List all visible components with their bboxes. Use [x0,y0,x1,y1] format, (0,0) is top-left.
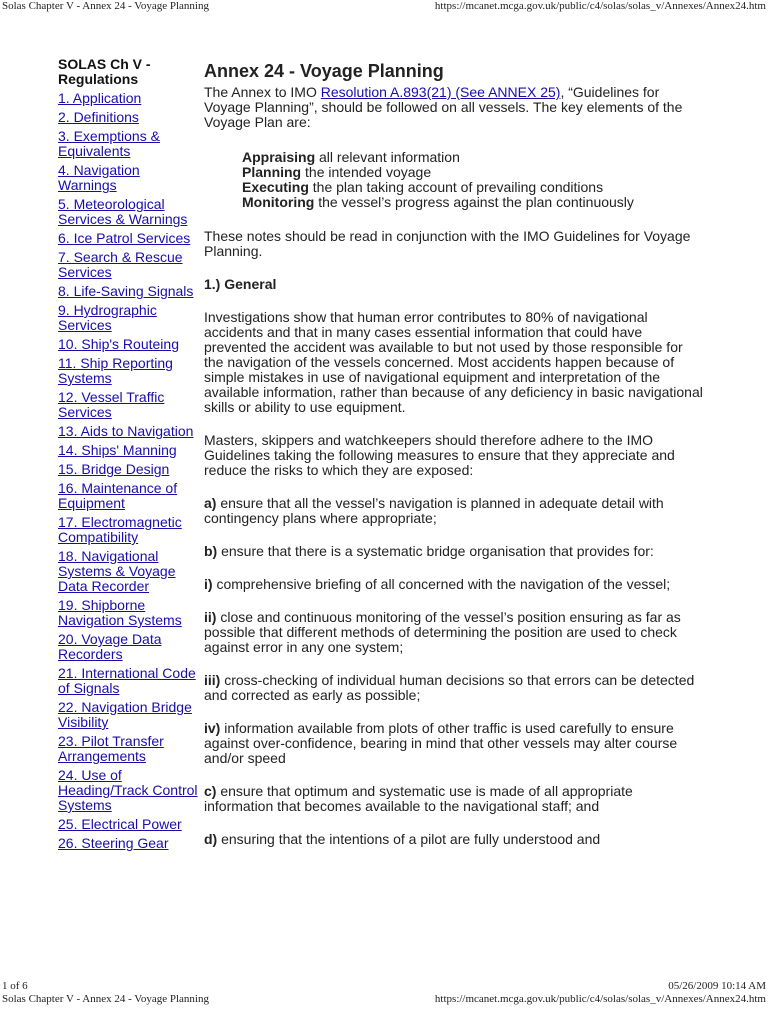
key-text: the intended voyage [301,164,432,180]
key-term: Monitoring [242,194,315,210]
key-text: all relevant information [315,149,460,165]
general-paragraph-1: Investigations show that human error contributes to 80% of navigational accidents and that in many cases essential information that could have prevented the accident was available to but not used by those responsible for the navigation of the vessels concerned. Most accidents happen because of simple mistakes in use of navigational equipment and interpretation of the available information, rather than because of any deficiency in basic navigational skills or ability to use equipment. [204,309,703,415]
sidebar-link-meteorological[interactable]: 5. Meteorological Services & Warnings [58,196,188,227]
notes-paragraph: These notes should be read in conjunction with the IMO Guidelines for Voyage Planning. [204,228,691,259]
print-header [0,0,768,14]
sidebar-link-hydrographic[interactable]: 9. Hydrographic Services [58,302,157,333]
sidebar-title: SOLAS Ch V - Regulations [58,56,151,87]
sidebar-link-vessel-traffic[interactable]: 12. Vessel Traffic Services [58,389,165,420]
sidebar-link-maintenance[interactable]: 16. Maintenance of Equipment [58,480,178,511]
key-text: the vessel’s progress against the plan continuously [314,194,634,210]
sidebar-link-application[interactable]: 1. Application [58,90,142,106]
header-url: https://mcanet.mcga.gov.uk/public/c4/solas/solas_v/Annexes/Annex24.htm [434,0,766,12]
general-paragraph-2: Masters, skippers and watchkeepers should therefore adhere to the IMO Guidelines taking the following measures to ensure that they appreciate and reduce the risks to which they are exposed: [204,432,675,478]
item-text: comprehensive briefing of all concerned with the navigation of the vessel; [212,576,671,592]
key-element-monitoring [242,195,704,210]
print-footer [0,980,768,1020]
list-item-b-iii [204,673,704,703]
intro-text-after: , “Guidelines for Voyage Planning”, should be followed on all vessels. The key elements of the Voyage Plan are: [204,84,683,130]
page-title: Annex 24 - Voyage Planning [204,61,444,81]
sidebar-link-pilot-transfer[interactable]: 23. Pilot Transfer Arrangements [58,733,164,764]
footer-title: Solas Chapter V - Annex 24 - Voyage Planning [2,993,209,1005]
header-title: Solas Chapter V - Annex 24 - Voyage Planning [2,0,209,12]
sidebar-link-electromagnetic[interactable]: 17. Electromagnetic Compatibility [58,514,182,545]
item-text: cross-checking of individual human decisions so that errors can be detected and corrected as early as possible; [204,672,695,703]
sidebar-link-search-rescue[interactable]: 7. Search & Rescue Services [58,249,183,280]
main-content [204,60,704,865]
list-item-a [204,496,704,526]
item-label: a) [204,495,217,511]
sidebar-link-code-of-signals[interactable]: 21. International Code of Signals [58,665,196,696]
footer-datetime: 05/26/2009 10:14 AM [668,980,766,992]
footer-page-number: 1 of 6 [2,980,28,992]
sidebar-link-life-saving-signals[interactable]: 8. Life-Saving Signals [58,283,194,299]
key-term: Executing [242,179,309,195]
list-item-b-iv [204,721,704,766]
item-label: iii) [204,672,221,688]
sidebar-link-ice-patrol[interactable]: 6. Ice Patrol Services [58,230,191,246]
footer-row-page [0,980,768,994]
item-label: ii) [204,609,217,625]
sidebar-nav [58,57,198,855]
sidebar-link-ships-routeing[interactable]: 10. Ship's Routeing [58,336,179,352]
sidebar-link-heading-track[interactable]: 24. Use of Heading/Track Control Systems [58,767,198,813]
list-item-d [204,832,704,847]
key-text: the plan taking account of prevailing conditions [308,179,604,195]
item-label: c) [204,783,217,799]
item-text: ensure that all the vessel’s navigation is planned in adequate detail with contingency plans where appropriate; [204,495,664,526]
item-text: ensuring that the intentions of a pilot are fully understood and [217,831,601,847]
item-label: d) [204,831,218,847]
key-element-planning [242,165,704,180]
sidebar-link-bridge-design[interactable]: 15. Bridge Design [58,461,170,477]
sidebar-link-shipborne-navigation[interactable]: 19. Shipborne Navigation Systems [58,597,182,628]
item-label: iv) [204,720,221,736]
sidebar-link-steering-gear[interactable]: 26. Steering Gear [58,835,169,851]
item-text: close and continuous monitoring of the vessel’s position ensuring as far as possible that different methods of determining the position are used to check against error in any one system; [204,609,681,655]
list-item-b [204,544,704,559]
sidebar-link-exemptions[interactable]: 3. Exemptions & Equivalents [58,128,160,159]
sidebar-link-electrical-power[interactable]: 25. Electrical Power [58,816,182,832]
sidebar-link-navigation-warnings[interactable]: 4. Navigation Warnings [58,162,140,193]
item-label: i) [204,576,213,592]
key-term: Planning [242,164,302,180]
intro-text-before: The Annex to IMO [204,84,321,100]
sidebar-link-aids-navigation[interactable]: 13. Aids to Navigation [58,423,194,439]
key-element-appraising [242,150,704,165]
sidebar-link-ship-reporting[interactable]: 11. Ship Reporting Systems [58,355,173,386]
key-elements-list [242,150,704,210]
resolution-link[interactable]: Resolution A.893(21) (See ANNEX 25) [320,84,561,100]
key-element-executing [242,180,704,195]
sidebar-link-definitions[interactable]: 2. Definitions [58,109,139,125]
item-text: information available from plots of other traffic is used carefully to ensure against over-confidence, bearing in mind that other vessels may alter course and/or speed [204,720,678,766]
key-term: Appraising [242,149,316,165]
list-item-b-i [204,577,704,592]
footer-url: https://mcanet.mcga.gov.uk/public/c4/solas/solas_v/Annexes/Annex24.htm [434,993,766,1005]
sidebar-link-navigational-systems[interactable]: 18. Navigational Systems & Voyage Data Recorder [58,548,176,594]
section-heading-general: 1.) General [204,276,277,292]
item-text: ensure that there is a systematic bridge organisation that provides for: [217,543,654,559]
footer-row-title [0,993,768,1007]
sidebar-link-ships-manning[interactable]: 14. Ships' Manning [58,442,177,458]
intro-paragraph [204,85,704,130]
sidebar-link-bridge-visibility[interactable]: 22. Navigation Bridge Visibility [58,699,192,730]
list-item-b-ii [204,610,704,655]
sidebar-link-voyage-data-recorders[interactable]: 20. Voyage Data Recorders [58,631,162,662]
item-text: ensure that optimum and systematic use is made of all appropriate information that becomes available to the navigational staff; and [204,783,633,814]
item-label: b) [204,543,218,559]
list-item-c [204,784,704,814]
